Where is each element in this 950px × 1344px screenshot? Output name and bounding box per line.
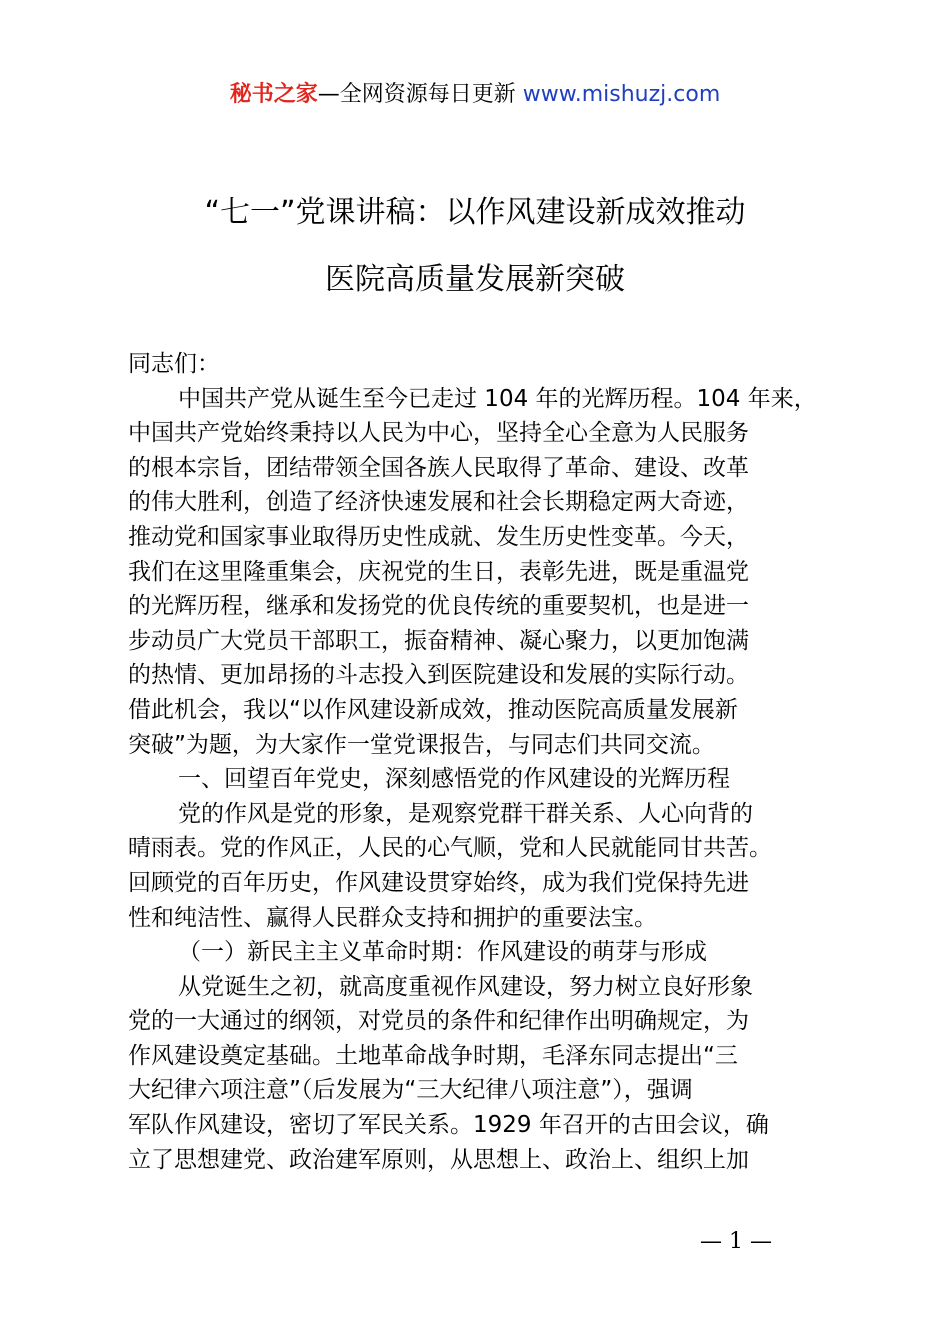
body-line: 推动党和国家事业取得历史性成就、发生历史性变革。今天，	[128, 523, 749, 550]
site-header	[0, 80, 950, 110]
document-title-line-2: 医院高质量发展新突破	[325, 262, 625, 297]
body-line: 突破”为题，为大家作一堂党课报告，与同志们共同交流。	[128, 731, 715, 758]
body-line: 党的一大通过的纲领，对党员的条件和纪律作出明确规定，为	[128, 1008, 749, 1035]
body-line: 大纪律六项注意”（后发展为“三大纪律八项注意”），强调	[128, 1077, 693, 1104]
body-line: 军队作风建设，密切了军民关系。1929 年召开的古田会议，确	[128, 1112, 769, 1139]
body-line: 党的作风是党的形象，是观察党群干群关系、人心向背的	[178, 800, 753, 827]
document-body	[128, 347, 832, 1177]
subsection-heading-1: （一）新民主主义革命时期：作风建设的萌芽与形成	[178, 939, 707, 966]
body-line: 借此机会，我以“以作风建设新成效，推动医院高质量发展新	[128, 696, 738, 723]
document-title-line-1: “七一”党课讲稿：以作风建设新成效推动	[204, 195, 746, 230]
body-line: 的热情、更加昂扬的斗志投入到医院建设和发展的实际行动。	[128, 662, 749, 689]
body-line: 回顾党的百年历史，作风建设贯穿始终，成为我们党保持先进	[128, 869, 749, 896]
body-line: 的根本宗旨，团结带领全国各族人民取得了革命、建设、改革	[128, 454, 749, 481]
body-line: 我们在这里隆重集会，庆祝党的生日，表彰先进，既是重温党	[128, 558, 749, 585]
site-brand: 秘书之家	[229, 82, 318, 107]
body-line: 步动员广大党员干部职工，振奋精神、凝心聚力，以更加饱满	[128, 627, 749, 654]
body-line: 的光辉历程，继承和发扬党的优良传统的重要契机，也是进一	[128, 593, 749, 620]
site-url-link[interactable]: www.mishuzj.com	[522, 82, 721, 107]
body-line: 中国共产党始终秉持以人民为中心，坚持全心全意为人民服务	[128, 420, 749, 447]
body-line: 中国共产党从诞生至今已走过 104 年的光辉历程。104 年来，	[178, 385, 817, 412]
body-line: 性和纯洁性、赢得人民群众支持和拥护的重要法宝。	[128, 904, 657, 931]
salutation: 同志们：	[128, 351, 220, 377]
site-tagline: —全网资源每日更新	[317, 82, 523, 107]
body-line: 作风建设奠定基础。土地革命战争时期，毛泽东同志提出“三	[128, 1042, 738, 1069]
body-line: 晴雨表。党的作风正，人民的心气顺，党和人民就能同甘共苦。	[128, 835, 772, 862]
section-heading-1: 一、回望百年党史，深刻感悟党的作风建设的光辉历程	[178, 766, 730, 793]
body-line: 立了思想建党、政治建军原则，从思想上、政治上、组织上加	[128, 1146, 749, 1173]
page-number: — 1 —	[700, 1229, 772, 1254]
body-line: 的伟大胜利，创造了经济快速发展和社会长期稳定两大奇迹，	[128, 489, 749, 516]
body-line: 从党诞生之初，就高度重视作风建设，努力树立良好形象	[178, 973, 753, 1000]
